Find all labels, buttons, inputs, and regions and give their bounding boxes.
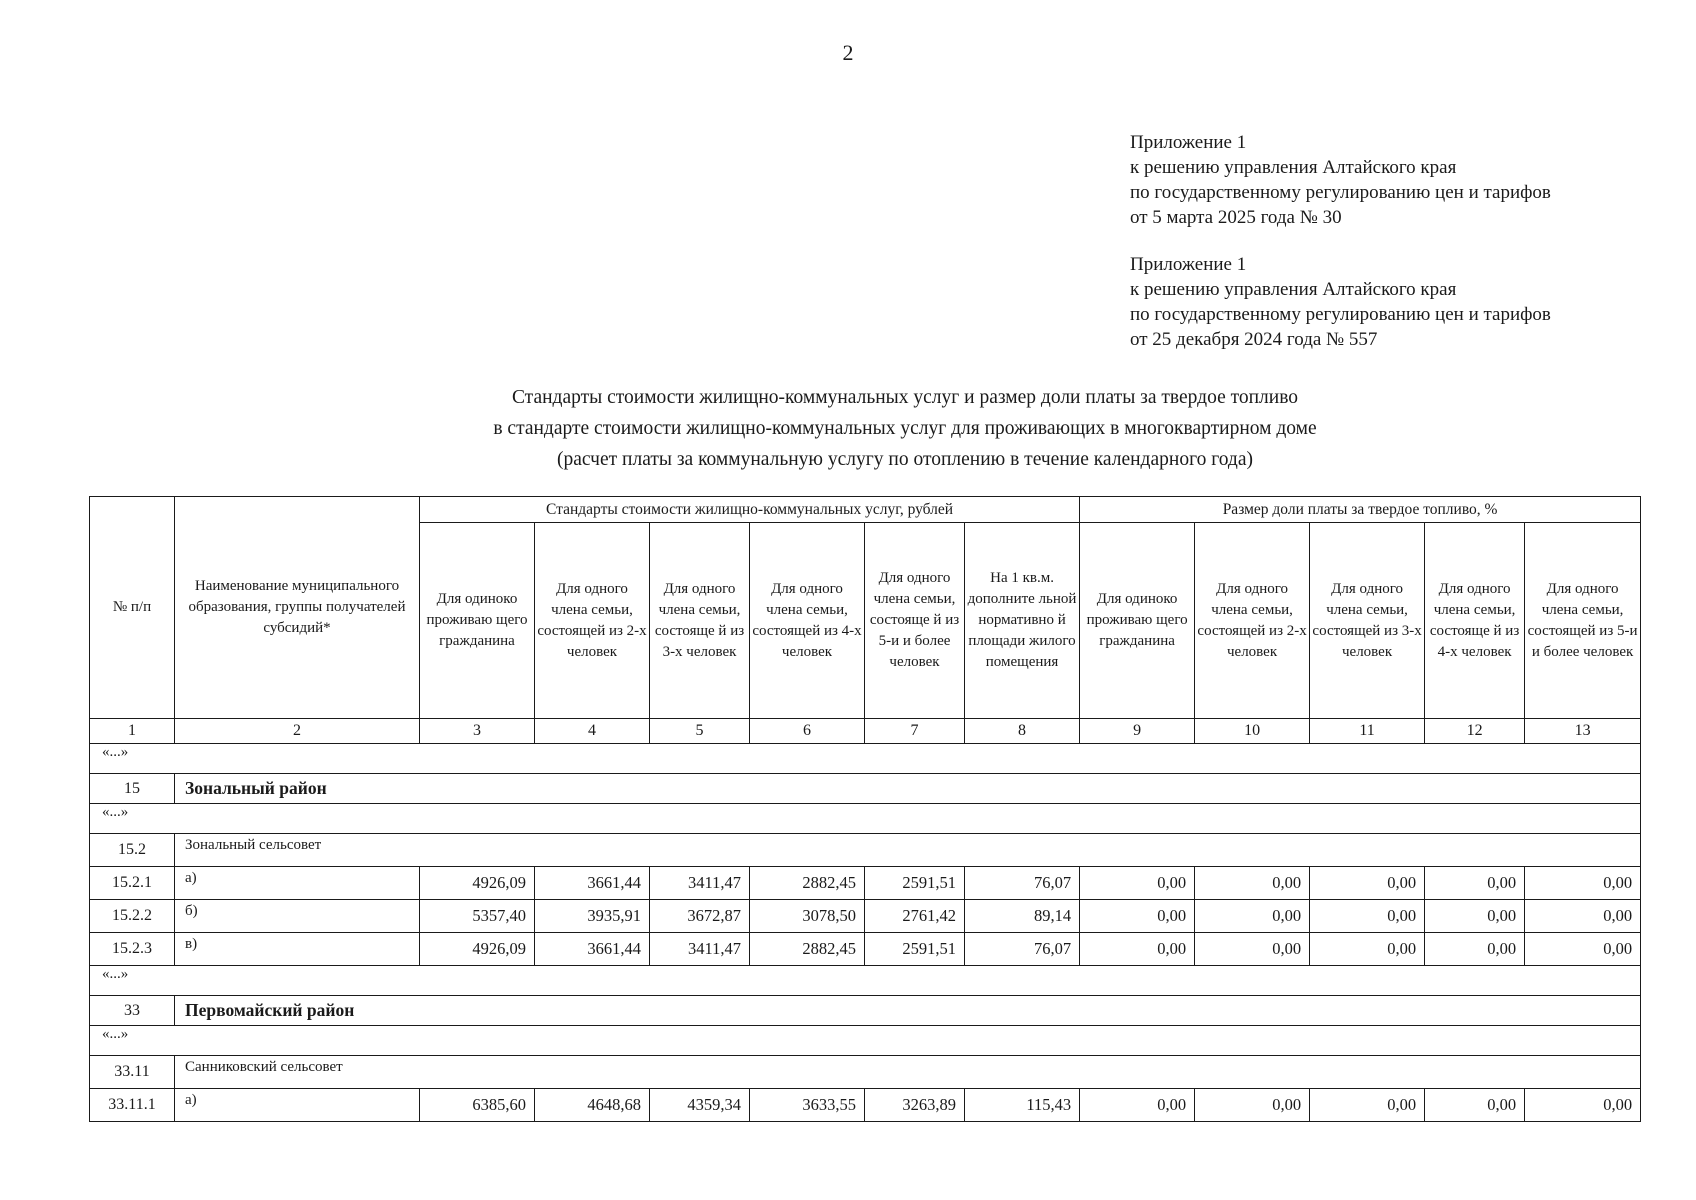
value-cell: 89,14 xyxy=(965,900,1080,933)
value-cell: 5357,40 xyxy=(420,900,535,933)
value-cell: 6385,60 xyxy=(420,1089,535,1122)
column-number: 7 xyxy=(865,719,965,744)
table-row-ellipsis xyxy=(90,1026,1641,1056)
value-cell: 0,00 xyxy=(1525,933,1641,966)
value-cell: 0,00 xyxy=(1525,900,1641,933)
value-cell: 115,43 xyxy=(965,1089,1080,1122)
appendix-line: от 5 марта 2025 года № 30 xyxy=(1130,207,1342,228)
value-cell: 0,00 xyxy=(1425,1089,1525,1122)
value-cell: 2882,45 xyxy=(750,933,865,966)
column-number: 4 xyxy=(535,719,650,744)
appendix-block-current xyxy=(1130,130,1551,230)
value-cell: 3633,55 xyxy=(750,1089,865,1122)
row-index: 15.2.2 xyxy=(90,900,175,933)
tariff-table xyxy=(89,496,1641,1122)
header-standard-col: Для одиноко проживаю щего гражданина xyxy=(420,523,535,719)
value-cell: 4648,68 xyxy=(535,1089,650,1122)
appendix-block-previous xyxy=(1130,252,1551,352)
value-cell: 0,00 xyxy=(1525,867,1641,900)
document-title xyxy=(360,382,1450,475)
header-index: № п/п xyxy=(90,497,175,719)
table-row xyxy=(90,1089,1641,1122)
header-standard-col: Для одного члена семьи, состоящей из 2-х человек xyxy=(535,523,650,719)
column-number: 2 xyxy=(175,719,420,744)
header-group-fuel-share: Размер доли платы за твердое топливо, % xyxy=(1080,497,1641,523)
value-cell: 3661,44 xyxy=(535,867,650,900)
value-cell: 0,00 xyxy=(1195,933,1310,966)
value-cell: 3672,87 xyxy=(650,900,750,933)
title-line: в стандарте стоимости жилищно-коммунальных услуг для проживающих в многоквартирном доме xyxy=(493,418,1317,439)
column-number: 9 xyxy=(1080,719,1195,744)
header-municipality-name: Наименование муниципального образования, группы получателей субсидий* xyxy=(175,497,420,719)
header-share-col: Для одного члена семьи, состоящей из 3-х человек xyxy=(1310,523,1425,719)
ellipsis-marker: «...» xyxy=(90,966,1641,996)
header-share-col: Для одиноко проживаю щего гражданина xyxy=(1080,523,1195,719)
appendix-line: Приложение 1 xyxy=(1130,132,1247,153)
row-index: 33.11 xyxy=(90,1056,175,1089)
header-standard-col: Для одного члена семьи, состояще й из 3-х человек xyxy=(650,523,750,719)
value-cell: 0,00 xyxy=(1080,900,1195,933)
header-standard-col: На 1 кв.м. дополните льной нормативно й площади жилого помещения xyxy=(965,523,1080,719)
value-cell: 76,07 xyxy=(965,933,1080,966)
value-cell: 76,07 xyxy=(965,867,1080,900)
district-name: Зональный район xyxy=(175,774,1641,804)
header-share-col: Для одного члена семьи, состоящей из 5-и и более человек xyxy=(1525,523,1641,719)
row-index: 15.2.1 xyxy=(90,867,175,900)
row-index: 33.11.1 xyxy=(90,1089,175,1122)
value-cell: 0,00 xyxy=(1310,900,1425,933)
header-share-col: Для одного члена семьи, состояще й из 4-х человек xyxy=(1425,523,1525,719)
value-cell: 3411,47 xyxy=(650,867,750,900)
value-cell: 3078,50 xyxy=(750,900,865,933)
value-cell: 3263,89 xyxy=(865,1089,965,1122)
column-number: 11 xyxy=(1310,719,1425,744)
row-index: 15 xyxy=(90,774,175,804)
table-row-district xyxy=(90,774,1641,804)
recipient-group: а) xyxy=(175,867,420,900)
column-number: 3 xyxy=(420,719,535,744)
value-cell: 4926,09 xyxy=(420,933,535,966)
ellipsis-marker: «...» xyxy=(90,804,1641,834)
value-cell: 3411,47 xyxy=(650,933,750,966)
value-cell: 4926,09 xyxy=(420,867,535,900)
district-name: Первомайский район xyxy=(175,996,1641,1026)
value-cell: 0,00 xyxy=(1080,867,1195,900)
value-cell: 4359,34 xyxy=(650,1089,750,1122)
row-index: 15.2.3 xyxy=(90,933,175,966)
table-row-district xyxy=(90,996,1641,1026)
council-name: Зональный сельсовет xyxy=(175,834,1641,867)
header-standard-col: Для одного члена семьи, состоящей из 4-х человек xyxy=(750,523,865,719)
table-row-council xyxy=(90,1056,1641,1089)
header-group-standards: Стандарты стоимости жилищно-коммунальных услуг, рублей xyxy=(420,497,1080,523)
table-row xyxy=(90,933,1641,966)
column-number: 8 xyxy=(965,719,1080,744)
value-cell: 2761,42 xyxy=(865,900,965,933)
page-number: 2 xyxy=(842,40,854,65)
table-row xyxy=(90,867,1641,900)
column-number: 1 xyxy=(90,719,175,744)
appendix-line: по государственному регулированию цен и тарифов xyxy=(1130,304,1551,325)
council-name: Санниковский сельсовет xyxy=(175,1056,1641,1089)
recipient-group: б) xyxy=(175,900,420,933)
table-row-ellipsis xyxy=(90,744,1641,774)
value-cell: 0,00 xyxy=(1525,1089,1641,1122)
table-row-council xyxy=(90,834,1641,867)
table-row xyxy=(90,900,1641,933)
recipient-group: в) xyxy=(175,933,420,966)
column-number: 5 xyxy=(650,719,750,744)
value-cell: 3661,44 xyxy=(535,933,650,966)
value-cell: 0,00 xyxy=(1310,1089,1425,1122)
ellipsis-marker: «...» xyxy=(90,744,1641,774)
appendix-line: к решению управления Алтайского края xyxy=(1130,279,1457,300)
column-number-row xyxy=(90,719,1641,744)
row-index: 33 xyxy=(90,996,175,1026)
value-cell: 3935,91 xyxy=(535,900,650,933)
appendix-line: от 25 декабря 2024 года № 557 xyxy=(1130,329,1378,350)
column-number: 12 xyxy=(1425,719,1525,744)
value-cell: 0,00 xyxy=(1195,1089,1310,1122)
value-cell: 0,00 xyxy=(1080,933,1195,966)
column-number: 6 xyxy=(750,719,865,744)
column-number: 13 xyxy=(1525,719,1641,744)
value-cell: 0,00 xyxy=(1195,867,1310,900)
value-cell: 0,00 xyxy=(1080,1089,1195,1122)
value-cell: 0,00 xyxy=(1195,900,1310,933)
value-cell: 0,00 xyxy=(1425,933,1525,966)
title-line: Стандарты стоимости жилищно-коммунальных услуг и размер доли платы за твердое топливо xyxy=(511,387,1299,408)
appendix-line: к решению управления Алтайского края xyxy=(1130,157,1457,178)
value-cell: 0,00 xyxy=(1425,867,1525,900)
appendix-line: Приложение 1 xyxy=(1130,254,1247,275)
column-number: 10 xyxy=(1195,719,1310,744)
title-line: (расчет платы за коммунальную услугу по отоплению в течение календарного года) xyxy=(557,449,1253,470)
ellipsis-marker: «...» xyxy=(90,1026,1641,1056)
value-cell: 0,00 xyxy=(1310,867,1425,900)
table-row-ellipsis xyxy=(90,804,1641,834)
value-cell: 2882,45 xyxy=(750,867,865,900)
value-cell: 2591,51 xyxy=(865,867,965,900)
value-cell: 2591,51 xyxy=(865,933,965,966)
value-cell: 0,00 xyxy=(1425,900,1525,933)
row-index: 15.2 xyxy=(90,834,175,867)
header-share-col: Для одного члена семьи, состоящей из 2-х человек xyxy=(1195,523,1310,719)
value-cell: 0,00 xyxy=(1310,933,1425,966)
appendix-line: по государственному регулированию цен и тарифов xyxy=(1130,182,1551,203)
recipient-group: а) xyxy=(175,1089,420,1122)
header-standard-col: Для одного члена семьи, состояще й из 5-и и более человек xyxy=(865,523,965,719)
table-row-ellipsis xyxy=(90,966,1641,996)
